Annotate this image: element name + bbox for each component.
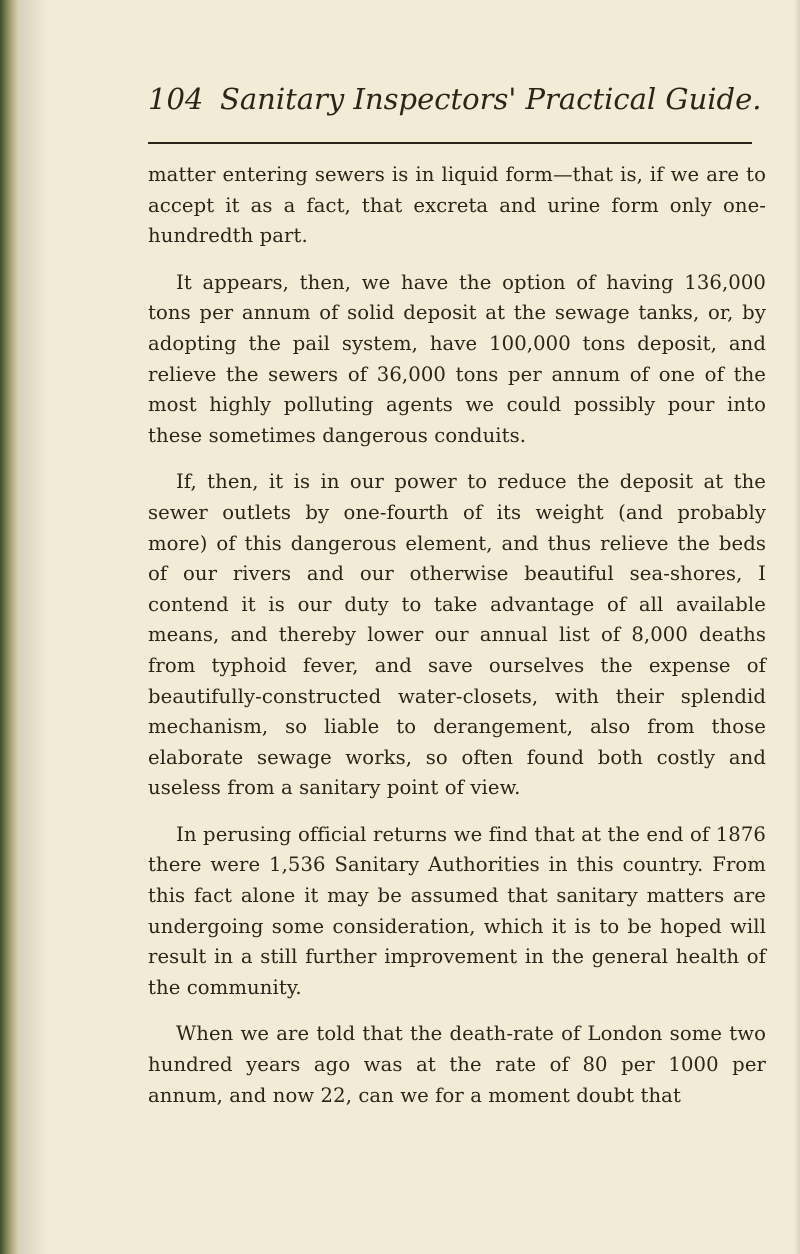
paragraph-continuation: matter entering sewers is in liquid form—that is, if we are to accept it as a fact, that excreta and urine form only one-hundredth part. [148, 163, 766, 248]
header-rule [148, 142, 752, 144]
book-binding-gutter [0, 0, 18, 1254]
running-title: Sanitary Inspectors' Practical Guide. [220, 82, 762, 116]
page-number: 104 [148, 82, 204, 116]
paragraph-option-of-deposit: It appears, then, we have the option of having 136,000 tons per annum of solid deposit at the sewage tanks, or, by adopting the pail system, have 100,000 tons deposit, and relieve the sewers of 36,000 tons per annum of one of the most highly polluting agents we could possibly pour into these sometimes dangerous conduits. [148, 270, 766, 447]
running-header [148, 82, 768, 130]
paragraph-official-returns: In perusing official returns we find that at the end of 1876 there were 1,536 Sanitary Authorities in this country. From this fact alone it may be assumed that sanitary matters are undergoing some consideration, which it is to be hoped will result in a still further improvement in the general health of the community. [148, 822, 766, 999]
paragraph-reduce-deposit: If, then, it is in our power to reduce the deposit at the sewer outlets by one-fourth of its weight (and probably more) of this dangerous element, and thus relieve the beds of our rivers and our otherwise beautiful sea-shores, I contend it is our duty to take advantage of all available means, and thereby lower our annual list of 8,000 deaths from typhoid fever, and save ourselves the expense of beautifully-constructed water-closets, with their splendid mechanism, so liable to derangement, also from those elaborate sewage works, so often found both costly and useless from a sanitary point of view. [148, 470, 766, 800]
paragraph-london-death-rate: When we are told that the death-rate of London some two hundred years ago was at the rate of 80 per 1000 per annum, and now 22, can we for a moment doubt that [148, 1022, 766, 1107]
body-text [148, 160, 766, 1127]
page-edge [794, 0, 800, 1254]
gutter-shadow [18, 0, 48, 1254]
